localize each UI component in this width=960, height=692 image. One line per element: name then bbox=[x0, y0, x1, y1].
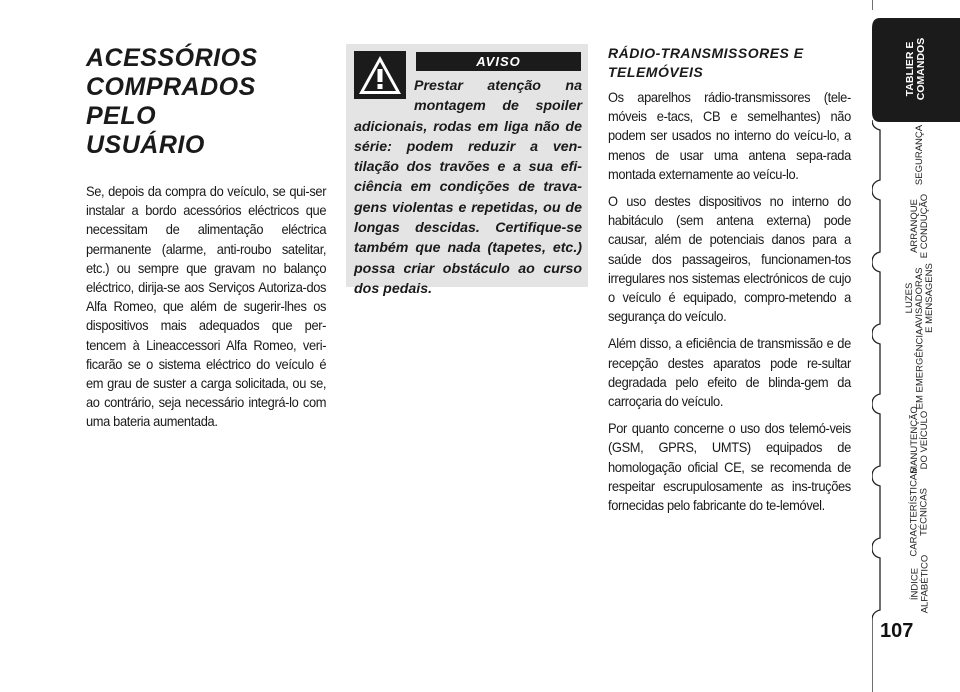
sidebar-tab-4[interactable] bbox=[876, 262, 960, 334]
radio-paragraph-4: Por quanto concerne o uso dos telemó-veis (GSM, GPRS, UMTS) equipados de homologação oficial CE, se recomenda de respeitar escrupulosamente as ins-truções fornecidas pelo fabricante do te-lemóvel. bbox=[608, 420, 851, 514]
radio-paragraph-1: Os aparelhos rádio-transmissores (tele-móveis e-tacs, CB e semelhantes) não podem ser usados no interno do veícu-lo, a menos de usar uma antena sepa-rada montada externamente ao veícu-lo. bbox=[608, 89, 851, 182]
section-title bbox=[86, 44, 326, 160]
sidebar-tab-label: TABLIER E COMANDOS bbox=[903, 37, 927, 101]
sidebar-tab-label: ARRANQUE E CONDUÇÃO bbox=[909, 193, 930, 259]
title-line-1: ACESSÓRIOS bbox=[86, 44, 258, 72]
title-line-2: COMPRADOS PELO bbox=[86, 73, 256, 130]
radio-paragraph-3: Além disso, a eficiência de transmissão e de recepção destes aparatos pode re-sultar degradada pelo efeito de blinda-gem da carroçaria do veículo. bbox=[608, 335, 851, 410]
title-line-3: USUÁRIO bbox=[86, 131, 205, 159]
sidebar-tab-2[interactable] bbox=[876, 120, 960, 190]
accessories-paragraph: Se, depois da compra do veículo, se qui-ser instalar a bordo acessórios eléctricos que necessitam de alimentação eléctrica permanente (alarme, anti-roubo satelitar, etc.) ou sempre que gravam no balanço eléctrico, dirija-se aos Serviços Autoriza-dos Alfa Romeo, que além de sugerir-lhes os dispositivos mais adequados que per-tencem à Lineaccessori Alfa Romeo, veri-ficarão se o sistema eléctrico do veículo é em grau de suster a carga solicitada, ou se, ao contrário, seja necessário integrá-lo com uma bateria aumentada. bbox=[86, 183, 327, 430]
page-number: 107 bbox=[880, 620, 914, 642]
sidebar-tab-3[interactable] bbox=[876, 190, 960, 262]
warning-box bbox=[346, 44, 588, 297]
sidebar-tab-8[interactable] bbox=[876, 548, 960, 620]
accessories-section bbox=[86, 44, 326, 440]
sidebar-tab-label: SEGURANÇA bbox=[914, 124, 925, 186]
radio-heading bbox=[608, 44, 853, 82]
sidebar-tab-6[interactable] bbox=[876, 404, 960, 476]
sidebar-tab-label: EM EMERGÊNCIA bbox=[913, 328, 925, 410]
radio-section bbox=[608, 44, 853, 523]
heading-line-2: TELEMÓVEIS bbox=[608, 64, 704, 80]
sidebar-tab-7[interactable] bbox=[876, 467, 960, 557]
warning-text-block bbox=[354, 76, 582, 299]
warning-text: Prestar atenção na montagem de spoiler adicionais, rodas em liga não de série: podem reduzir a ven-tilação dos travões e a sua efi-ciência em condições de trava-gens violentas e repetidas, ou de longas descidas. Certifique-se também que nada (tapetes, etc.) possa criar obstáculo ao curso dos pedais. bbox=[354, 78, 582, 297]
warning-label: AVISO bbox=[416, 52, 581, 71]
sidebar-tab-1[interactable] bbox=[872, 18, 960, 120]
sidebar-tab-label: MANUTENÇÃO DO VEÍCULO bbox=[909, 406, 930, 474]
sidebar-tab-label: CARACTERÍSTICAS TÉCNICAS bbox=[909, 467, 930, 557]
sidebar-tab-label: ÍNDICE ALFABÉTICO bbox=[908, 554, 930, 614]
sidebar-tab-5[interactable] bbox=[876, 328, 960, 410]
chapter-sidebar bbox=[872, 0, 960, 692]
radio-paragraph-2: O uso destes dispositivos no interno do habitáculo (sem antena externa) pode causar, além de potenciais danos para a saúde dos passageiros, funcionamen-tos irregulares nos sistemas electrónicos de cujo o veículo é equipado, compro-metendo a segurança do veículo. bbox=[608, 193, 851, 325]
sidebar-tab-label: LUZES AVISADORAS E MENSAGENS bbox=[904, 263, 935, 333]
heading-line-1: RÁDIO-TRANSMISSORES E bbox=[608, 45, 804, 61]
